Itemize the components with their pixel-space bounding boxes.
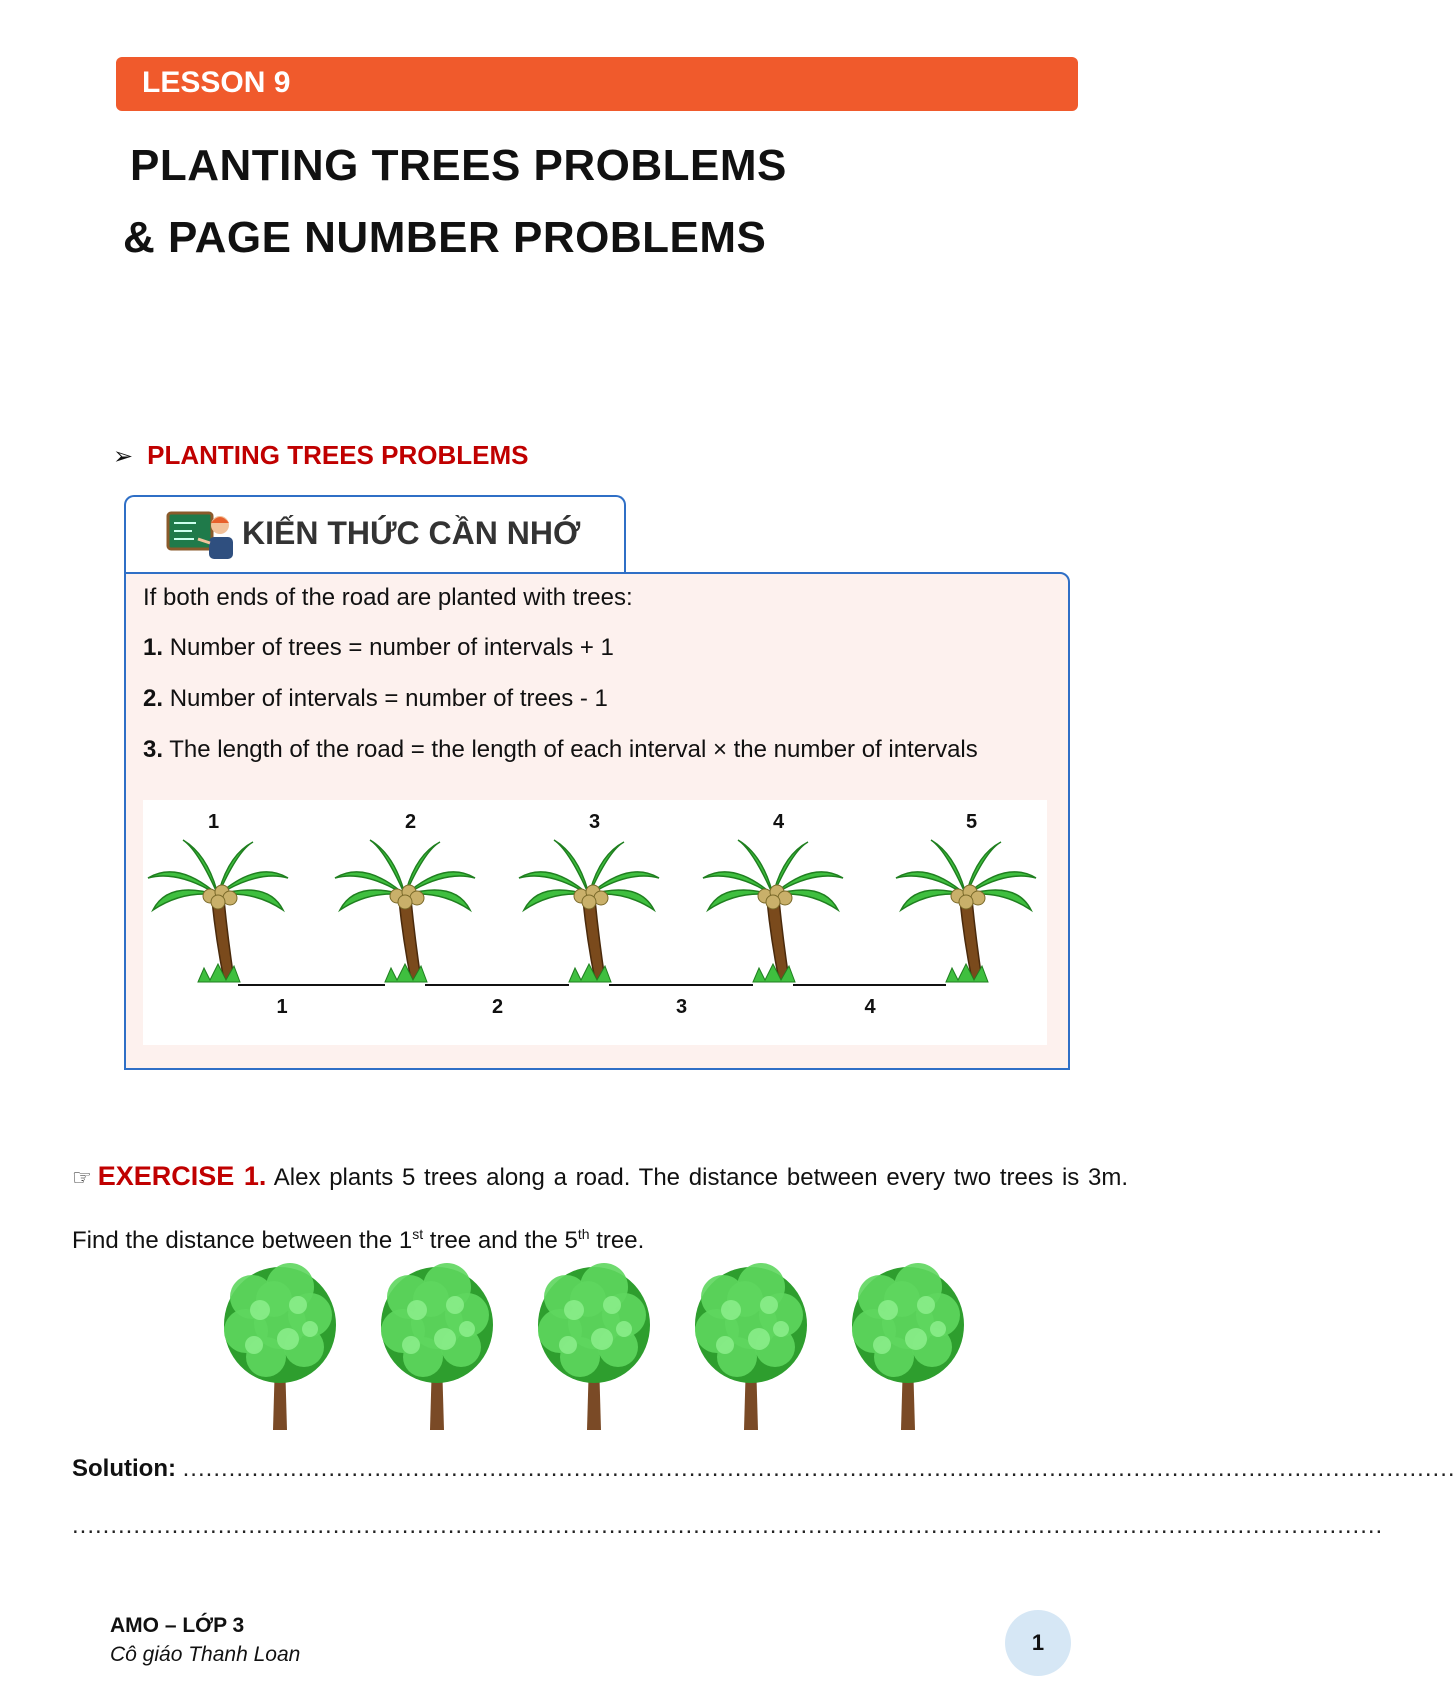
knowledge-tab (124, 495, 626, 572)
rule-1 (143, 634, 614, 662)
knowledge-tab-title: KIẾN THỨC CẦN NHỚ (242, 515, 581, 551)
tree-number-label: 2 (405, 811, 417, 833)
tree-number-label: 5 (966, 811, 978, 833)
palm-tree-diagram (143, 800, 1047, 1045)
rule-1-number: 1. (143, 634, 164, 661)
exercise-1-text-a: Alex plants 5 trees along a road. The distance between every two trees is 3m. Find the distance between the 1 (72, 1164, 1129, 1254)
exercise-1-text-b: tree and the 5 (423, 1227, 578, 1254)
title-line-2: & PAGE NUMBER PROBLEMS (123, 213, 767, 262)
rule-3 (143, 736, 978, 764)
round-tree (538, 1263, 650, 1430)
round-trees-illustration (220, 1265, 1000, 1435)
round-tree (381, 1263, 493, 1430)
interval-number-label: 1 (276, 996, 288, 1018)
tree-number-label: 4 (773, 811, 785, 833)
interval-number-label: 3 (676, 996, 688, 1018)
rule-2 (143, 685, 608, 713)
tree-row (220, 1265, 1000, 1440)
answer-dots-1[interactable]: ...................................................................................................................................................................... (182, 1455, 1456, 1482)
arrow-bullet-icon: ➢ (113, 443, 134, 470)
palm-tree (335, 840, 475, 982)
superscript-st: st (412, 1226, 424, 1242)
knowledge-box (124, 572, 1070, 1070)
knowledge-intro: If both ends of the road are planted with trees: (143, 584, 633, 611)
tree-number-label: 1 (208, 811, 220, 833)
solution-label: Solution: (72, 1455, 176, 1482)
palm-tree (896, 840, 1036, 982)
round-tree (695, 1263, 807, 1430)
palm-tree (519, 840, 659, 982)
exercise-1-text-c: tree. (589, 1227, 645, 1254)
title-line-1: PLANTING TREES PROBLEMS (130, 141, 787, 190)
answer-dots-2[interactable]: ........................................................................................................................................................................... (72, 1512, 1384, 1539)
teacher-board-icon (166, 509, 236, 561)
round-tree (224, 1263, 336, 1430)
interval-number-label: 2 (492, 996, 504, 1018)
footer-teacher: Cô giáo Thanh Loan (110, 1643, 301, 1666)
footer-course: AMO – LỚP 3 (110, 1614, 245, 1637)
rule-2-number: 2. (143, 685, 164, 712)
interval-number-label: 4 (864, 996, 876, 1018)
palm-tree-illustration (143, 800, 1047, 1045)
pointing-hand-icon: ☞ (72, 1165, 92, 1190)
lesson-label: LESSON 9 (142, 66, 291, 99)
exercise-1 (72, 1148, 1128, 1269)
tree-number-label: 3 (589, 811, 601, 833)
solution-line-1 (72, 1455, 1456, 1483)
section-heading (113, 440, 528, 471)
page-title (123, 130, 787, 274)
round-tree (852, 1263, 964, 1430)
palm-tree (148, 840, 288, 982)
page-number: 1 (1005, 1610, 1071, 1676)
exercise-1-label: EXERCISE 1. (97, 1161, 267, 1191)
rule-3-text: The length of the road = the length of each interval × the number of intervals (169, 736, 978, 763)
lesson-banner (116, 57, 1078, 111)
rule-3-number: 3. (143, 736, 164, 763)
palm-tree (703, 840, 843, 982)
rule-2-text: Number of intervals = number of trees - 1 (169, 685, 608, 712)
superscript-th: th (577, 1226, 590, 1242)
section-heading-text: PLANTING TREES PROBLEMS (147, 440, 529, 470)
rule-1-text: Number of trees = number of intervals + 1 (169, 634, 614, 661)
